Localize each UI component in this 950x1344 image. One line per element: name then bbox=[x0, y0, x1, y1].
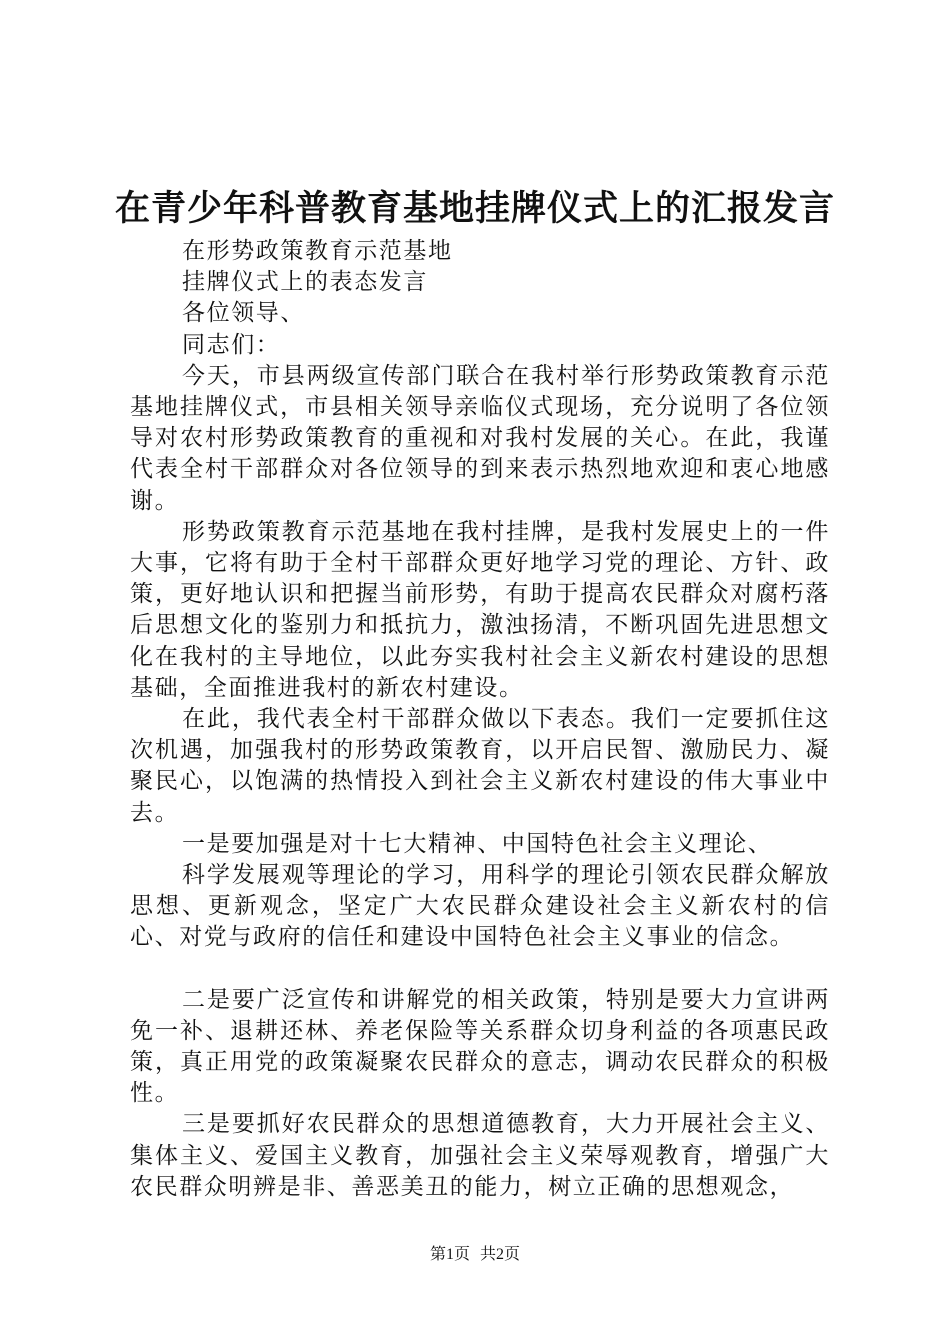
paragraph: 三是要抓好农民群众的思想道德教育，大力开展社会主义、集体主义、爱国主义教育，加强社会主义荣辱观教育，增强广大农民群众明辨是非、善恶美丑的能力，树立正确的思想观念， bbox=[130, 1111, 830, 1200]
paragraph: 各位领导、 bbox=[182, 300, 305, 327]
paragraph: 科学发展观等理论的学习，用科学的理论引领农民群众解放思想、更新观念，坚定广大农民群众建设社会主义新农村的信心、对党与政府的信任和建设中国特色社会主义事业的信念。 bbox=[130, 862, 830, 951]
paragraph: 形势政策教育示范基地在我村挂牌，是我村发展史上的一件大事，它将有助于全村干部群众更好地学习党的理论、方针、政策，更好地认识和把握当前形势，有助于提高农民群众对腐朽落后思想文化的鉴别力和抵抗力，激浊扬清，不断巩固先进思想文化在我村的主导地位，以此夯实我村社会主义新农村建设的思想基础，全面推进我村的新农村建设。 bbox=[130, 518, 830, 701]
page-footer bbox=[0, 1244, 950, 1266]
page-number-total: 共2页 bbox=[480, 1246, 521, 1263]
page-number-current: 第1页 bbox=[429, 1246, 470, 1263]
paragraph: 在形势政策教育示范基地 bbox=[182, 238, 453, 264]
paragraph: 一是要加强是对十七大精神、中国特色社会主义理论、 bbox=[182, 830, 773, 857]
paragraph: 同志们： bbox=[182, 331, 281, 358]
document-title: 在青少年科普教育基地挂牌仪式上的汇报发言 bbox=[114, 188, 835, 229]
document-body bbox=[130, 236, 830, 1203]
paragraph: 在此，我代表全村干部群众做以下表态。我们一定要抓住这次机遇，加强我村的形势政策教育，以开启民智、激励民力、凝聚民心，以饱满的热情投入到社会主义新农村建设的伟大事业中去。 bbox=[130, 706, 830, 826]
paragraph: 挂牌仪式上的表态发言 bbox=[182, 269, 428, 296]
paragraph: 今天，市县两级宣传部门联合在我村举行形势政策教育示范基地挂牌仪式，市县相关领导亲临仪式现场，充分说明了各位领导对农村形势政策教育的重视和对我村发展的关心。在此，我谨代表全村干部群众对各位领导的到来表示热烈地欢迎和衷心地感谢。 bbox=[130, 362, 830, 514]
paragraph: 二是要广泛宣传和讲解党的相关政策，特别是要大力宣讲两免一补、退耕还林、养老保险等关系群众切身利益的各项惠民政策，真正用党的政策凝聚农民群众的意志，调动农民群众的积极性。 bbox=[130, 986, 830, 1107]
